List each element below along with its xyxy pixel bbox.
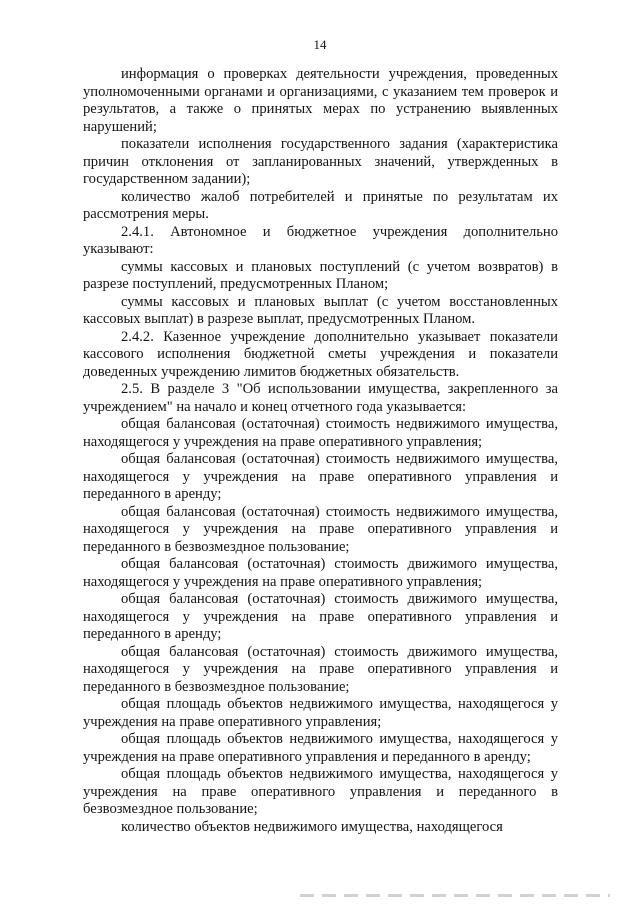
scan-footer-marks (300, 894, 610, 897)
paragraph-immovable-value-lease: общая балансовая (остаточная) стоимость недвижимого имущества, находящегося у учреждения на праве оперативного управления и переданного в аренду; (83, 451, 558, 502)
paragraph-movable-value-operational: общая балансовая (остаточная) стоимость движимого имущества, находящегося у учреждения на праве оперативного управления; (83, 556, 558, 590)
paragraph-movable-value-lease: общая балансовая (остаточная) стоимость движимого имущества, находящегося у учреждения на праве оперативного управления и переданного в аренду; (83, 591, 558, 642)
paragraph-objects-count: количество объектов недвижимого имущества, находящегося (121, 818, 503, 835)
paragraph-area-lease: общая площадь объектов недвижимого имущества, находящегося у учреждения на праве оперативного управления и переданного в аренду; (83, 731, 558, 765)
paragraph-2-4-1: 2.4.1. Автономное и бюджетное учреждения дополнительно указывают: (83, 223, 558, 257)
paragraph-2-5: 2.5. В разделе 3 "Об использовании имущества, закрепленного за учреждением" на начало и конец отчетного года указывается: (83, 381, 558, 415)
paragraph-area-operational: общая площадь объектов недвижимого имущества, находящегося у учреждения на праве оперативного управления; (83, 696, 558, 730)
paragraph-cash-payments: суммы кассовых и плановых выплат (с учетом восстановленных кассовых выплат) в разрезе выплат, предусмотренных Планом. (83, 293, 558, 327)
paragraph-area-free-use: общая площадь объектов недвижимого имущества, находящегося у учреждения на праве оперативного управления и переданного в безвозмездное пользование; (83, 766, 558, 817)
page-number: 14 (313, 37, 327, 52)
paragraph-inspections-info: информация о проверках деятельности учреждения, проведенных уполномоченными органами и организациями, с указанием тем проверок и результатов, а также о принятых мерах по устранению выявленных нарушений; (83, 66, 558, 135)
paragraph-movable-value-free-use: общая балансовая (остаточная) стоимость движимого имущества, находящегося у учреждения на праве оперативного управления и переданного в безвозмездное пользование; (83, 643, 558, 695)
document-body (83, 66, 558, 836)
paragraph-complaints-count: количество жалоб потребителей и принятые по результатам их рассмотрения меры. (83, 188, 558, 222)
paragraph-cash-receipts: суммы кассовых и плановых поступлений (с учетом возвратов) в разрезе поступлений, предусмотренных Планом; (83, 258, 558, 292)
paragraph-immovable-value-free-use: общая балансовая (остаточная) стоимость недвижимого имущества, находящегося у учреждения на праве оперативного управления и переданного в безвозмездное пользование; (83, 503, 558, 555)
paragraph-immovable-value-operational: общая балансовая (остаточная) стоимость недвижимого имущества, находящегося у учреждения на праве оперативного управления; (83, 416, 558, 450)
paragraph-state-task-indicators: показатели исполнения государственного задания (характеристика причин отклонения от запланированных значений, утвержденных в государственном задании); (83, 136, 558, 187)
paragraph-2-4-2: 2.4.2. Казенное учреждение дополнительно указывает показатели кассового исполнения бюджетной сметы учреждения и показатели доведенных учреждению лимитов бюджетных обязательств. (83, 328, 558, 380)
